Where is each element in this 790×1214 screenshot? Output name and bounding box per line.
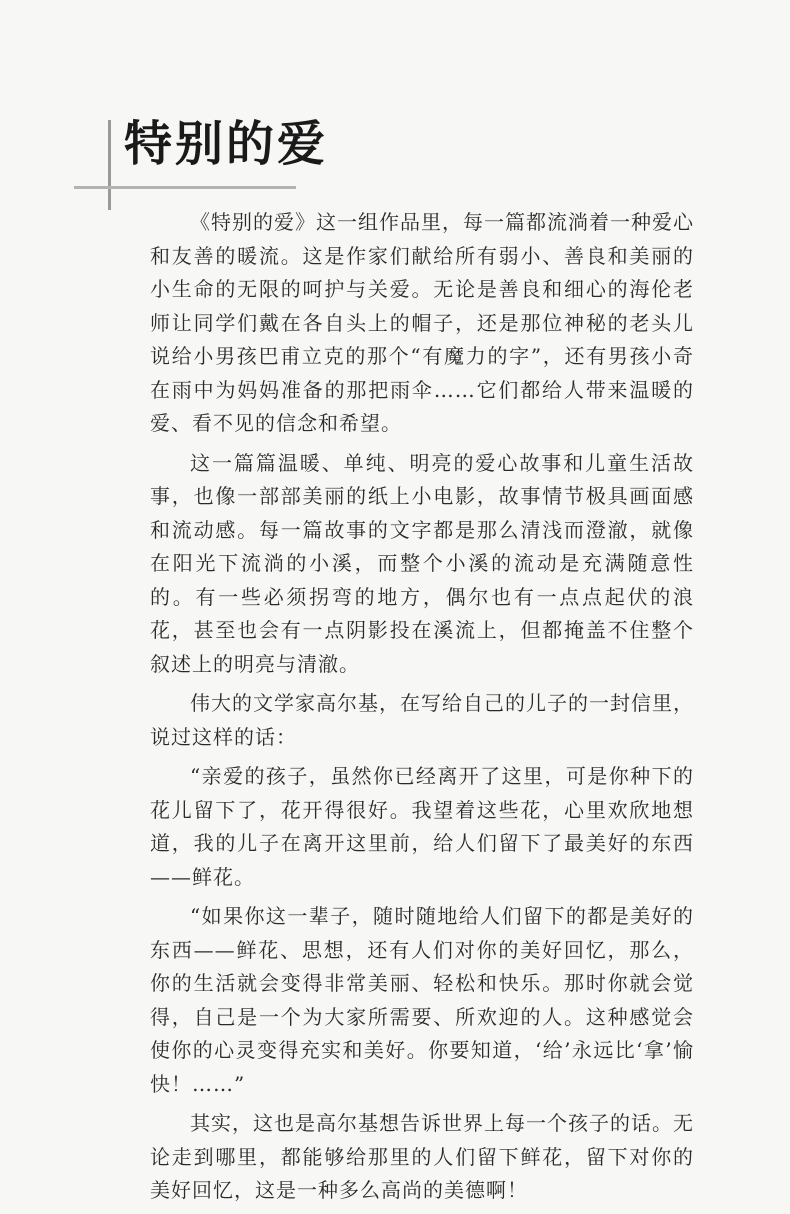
title-vertical-rule bbox=[108, 120, 111, 210]
paragraph-2: 这一篇篇温暖、单纯、明亮的爱心故事和儿童生活故事，也像一部部美丽的纸上小电影，故事情节极具画面感和流动感。每一篇故事的文字都是那么清浅而澄澈，就像在阳光下流淌的小溪，而整个小溪的流动是充满随意性的。有一些必须拐弯的地方，偶尔也有一点点起伏的浪花，甚至也会有一点阴影投在溪流上，但都掩盖不住整个叙述上的明亮与清澈。 bbox=[150, 450, 694, 676]
paragraph-1: 《特别的爱》这一组作品里，每一篇都流淌着一种爱心和友善的暖流。这是作家们献给所有弱小、善良和美丽的小生命的无限的呵护与关爱。无论是善良和细心的海伦老师让同学们戴在各自头上的帽子，还是那位神秘的老头儿说给小男孩巴甫立克的那个“有魔力的字”，还有男孩小奇在雨中为妈妈准备的那把雨伞……它们都给人带来温暖的爱、看不见的信念和希望。 bbox=[150, 210, 694, 435]
paragraph-5: “如果你这一辈子，随时随地给人们留下的都是美好的东西——鲜花、思想，还有人们对你的美好回忆，那么，你的生活就会变得非常美丽、轻松和快乐。那时你就会觉得，自己是一个为大家所需要、所欢迎的人。这种感觉会使你的心灵变得充实和美好。你要知道，‘给’永远比‘拿’愉快！……” bbox=[150, 904, 694, 1096]
page-title: 特别的爱 bbox=[124, 116, 329, 172]
paragraph-4: “亲爱的孩子，虽然你已经离开了这里，可是你种下的花儿留下了，花开得很好。我望着这些花，心里欢欣地想道，我的儿子在离开这里前，给人们留下了最美好的东西——鲜花。 bbox=[150, 764, 694, 889]
title-horizontal-rule bbox=[74, 186, 296, 189]
paragraph-6: 其实，这也是高尔基想告诉世界上每一个孩子的话。无论走到哪里，都能够给那里的人们留下鲜花，留下对你的美好回忆，这是一种多么高尚的美德啊！ bbox=[150, 1111, 694, 1202]
paragraph-3: 伟大的文学家高尔基，在写给自己的儿子的一封信里，说过这样的话： bbox=[150, 691, 694, 749]
body-text bbox=[150, 206, 694, 1214]
